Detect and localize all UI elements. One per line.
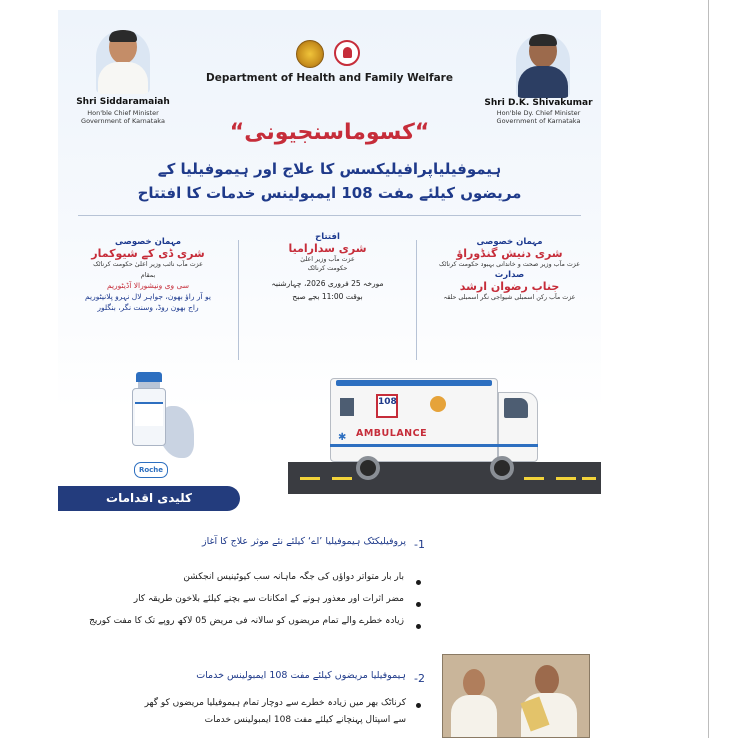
bullet-dot [416,624,421,629]
bullet-dot [416,580,421,585]
star-of-life-icon: ✱ [338,432,347,443]
siddaramaiah-photo [96,30,150,94]
department-title: Department of Health and Family Welfare [206,72,453,84]
right-person-role: Hon'ble Dy. Chief Minister [496,109,581,117]
chief-guest-label: مہمان خصوصی [476,237,543,247]
hair [529,34,557,46]
dark-jacket [518,66,568,98]
divider [78,215,581,216]
inauguration-desc: عزت مآب وزیر اعلیٰ [300,256,355,263]
health-dept-logo-icon [334,40,360,66]
guest-desc: عزت مآب نائب وزیر اعلیٰ حکومت کرناٹک [93,261,203,268]
inauguration-name: شری سدارامیا [288,242,367,255]
right-person-govt: Government of Karnataka [496,117,581,125]
left-person-govt: Government of Karnataka [81,117,165,125]
left-person-role: Hon'ble Chief Minister [87,109,159,117]
guest-label: مہمان خصوصی [115,237,181,247]
point-1-bullet-3: زیادہ خطرے والے تمام مریضوں کو سالانہ فی مریض 05 لاکھ روپے تک کا مفت کوریج [89,616,404,626]
ambulance-108-sign: 108 [376,394,398,418]
hair [109,30,137,42]
point-1-number: -1 [414,538,425,551]
roche-logo: Roche [134,462,168,478]
leaders-photo [442,654,590,738]
guest-name: شری ڈی کے شیوکمار [91,247,205,260]
ambulance-logo-icon [430,396,446,412]
bullet-dot [416,602,421,607]
karnataka-emblem-icon [296,40,324,68]
point-2-heading: ہیموفیلیا مریضوں کیلئے مفت 108 ایمبولینس خدمات [196,670,406,681]
shivakumar-photo [516,34,570,98]
chief-guest-name: شری دنیش گنڈوراؤ [456,247,563,260]
venue-line-3: راج بھون روڈ، وسنت نگر، بنگلور [97,303,199,312]
section-title: کلیدی اقدامات [106,491,192,505]
key-initiatives-bar [58,486,240,511]
venue-line-2: یو آر راؤ بھون، جواہر لال نہرو پلانیٹوریم [85,292,211,301]
point-1-bullet-1: بار بار متواتر دواؤں کی جگہ ماہانہ سب کیوٹینیس انجکشن [183,572,404,582]
rear-wheel [356,456,380,480]
medicine-vial [132,372,166,446]
event-time: بوقت 11:00 بجے صبح [292,292,363,301]
point-1-heading: پروفیلیکٹک ہیموفیلیا ’اے‘ کیلئے نئے موثر علاج کا آغاز [202,536,406,547]
event-date: مورخہ 25 فروری 2026، چہارشنبہ [271,279,384,288]
subtitle-line-2: مریضوں کیلئے مفت 108 ایمبولینس خدمات کا افتتاح [137,184,522,202]
point-2-bullet-1: کرناٹک بھر میں زیادہ خطرے سے دوچار تمام ہیموفیلیا مریضوں کو گھر سے اسپتال پہنچانے کیلئے مفت 108 ایمبولینس خدمات [144,698,406,725]
presided-desc: عزت مآب رکن اسمبلی شیواجی نگر اسمبلی حلقہ [443,294,576,301]
bullet-dot [416,703,421,708]
presided-name: جناب رضوان ارشد [459,280,560,293]
inauguration-label: افتتاح [315,232,340,242]
venue-label: بمقام [140,272,156,279]
column-divider [238,240,239,360]
white-shirt [98,62,148,94]
point-2-number: -2 [414,672,425,685]
chief-guest-desc: عزت مآب وزیر صحت و خاندانی بہبود حکومت کرناٹک [438,261,581,268]
subtitle-line-1: ہیموفیلیاپرافیلیکسس کا علاج اور ہیموفیلیا کے [157,160,502,178]
presided-label: صدارت [494,270,525,280]
column-divider [416,240,417,360]
inauguration-govt: حکومت کرناٹک [307,265,348,272]
venue-line-1: سی وی ونیشورالا آڈیٹوریم [106,281,190,290]
point-1-bullet-2: مضر اثرات اور معذور ہونے کے امکانات سے بچنے کیلئے بلاخون طریقہ کار [133,594,404,604]
poster [58,10,601,738]
event-title: “کسوماسنجیونی“ [229,120,430,145]
right-person-name: Shri D.K. Shivakumar [484,98,593,108]
ambulance-illustration [330,378,540,482]
left-person-name: Shri Siddaramaiah [76,97,170,107]
page-edge-line [708,0,709,738]
ambulance-label: AMBULANCE [356,428,428,439]
front-wheel [490,456,514,480]
